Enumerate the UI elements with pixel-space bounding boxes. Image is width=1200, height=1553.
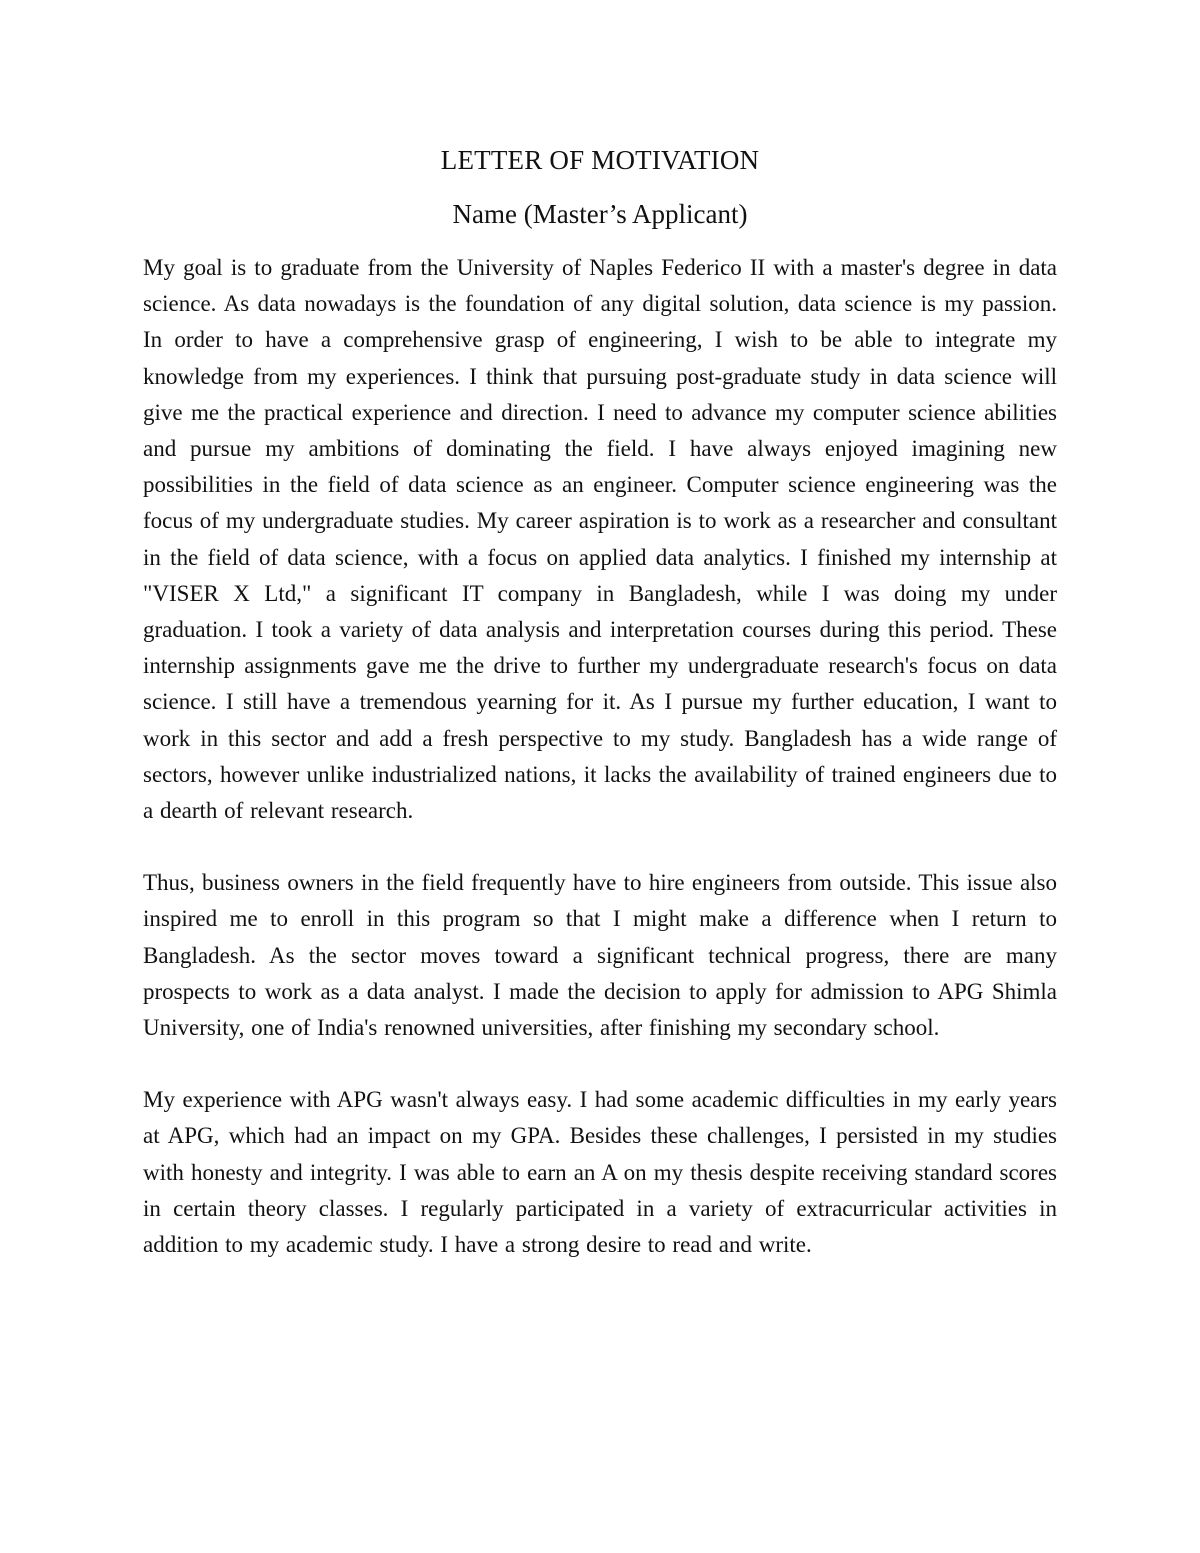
body-paragraph-2: Thus, business owners in the field frequently have to hire engineers from outside. This issue also inspired me to enroll in this program so that I might make a difference when I return to Bangladesh. As the sector moves toward a significant technical progress, there are many prospects to work as a data analyst. I made the decision to apply for admission to APG Shimla University, one of India's renowned universities, after finishing my secondary school. xyxy=(143,870,1057,1041)
document-body xyxy=(143,250,1057,1263)
body-paragraph-3: My experience with APG wasn't always easy. I had some academic difficulties in my early years at APG, which had an impact on my GPA. Besides these challenges, I persisted in my studies with honesty and integrity. I was able to earn an A on my thesis despite receiving standard scores in certain theory classes. I regularly participated in a variety of extracurricular activities in addition to my academic study. I have a strong desire to read and write. xyxy=(143,1087,1057,1258)
document-subtitle: Name (Master’s Applicant) xyxy=(452,199,748,229)
document-title: LETTER OF MOTIVATION xyxy=(440,145,760,175)
body-paragraph-1: My goal is to graduate from the University of Naples Federico II with a master's degree in data science. As data nowadays is the foundation of any digital solution, data science is my passion. In order to have a comprehensive grasp of engineering, I wish to be able to integrate my knowledge from my experiences. I think that pursuing post-graduate study in data science will give me the practical experience and direction. I need to advance my computer science abilities and pursue my ambitions of dominating the field. I have always enjoyed imagining new possibilities in the field of data science as an engineer. Computer science engineering was the focus of my undergraduate studies. My career aspiration is to work as a researcher and consultant in the field of data science, with a focus on applied data analytics. I finished my internship at "VISER X Ltd," a significant IT company in Bangladesh, while I was doing my under graduation. I took a variety of data analysis and interpretation courses during this period. These internship assignments gave me the drive to further my undergraduate research's focus on data science. I still have a tremendous yearning for it. As I pursue my further education, I want to work in this sector and add a fresh perspective to my study. Bangladesh has a wide range of sectors, however unlike industrialized nations, it lacks the availability of trained engineers due to a dearth of relevant research. xyxy=(143,255,1057,824)
